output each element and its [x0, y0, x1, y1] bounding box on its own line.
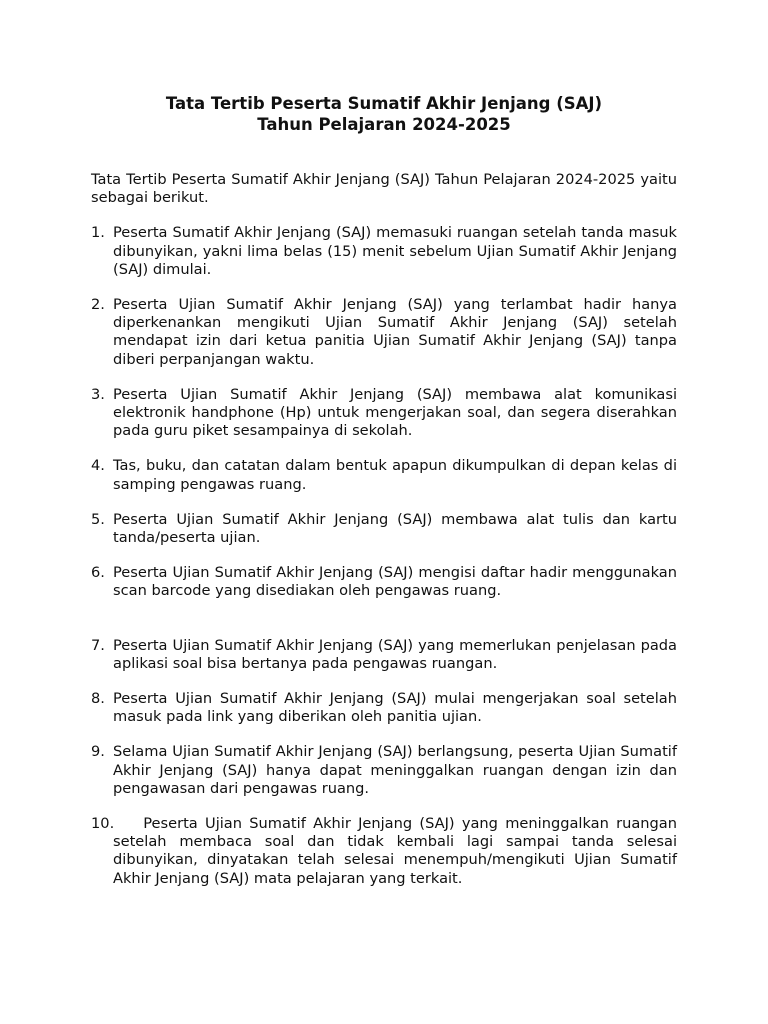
rule-number: 9. — [91, 743, 105, 761]
rule-text: Peserta Ujian Sumatif Akhir Jenjang (SAJ) mengisi daftar hadir menggunakan scan barcode yang disediakan oleh pengawas ruang. — [113, 564, 677, 600]
rule-text: Peserta Ujian Sumatif Akhir Jenjang (SAJ) mulai mengerjakan soal setelah masuk pada link yang diberikan oleh panitia ujian. — [113, 690, 677, 726]
rule-item-8 — [91, 690, 677, 726]
rule-item-10 — [91, 815, 677, 888]
rules-list — [91, 224, 677, 887]
intro-paragraph: Tata Tertib Peserta Sumatif Akhir Jenjang (SAJ) Tahun Pelajaran 2024-2025 yaitu sebagai berikut. — [91, 171, 677, 207]
rule-item-7 — [91, 637, 677, 673]
rule-text: Peserta Ujian Sumatif Akhir Jenjang (SAJ) membawa alat tulis dan kartu tanda/peserta ujian. — [113, 510, 677, 547]
rule-item-5 — [91, 511, 677, 547]
rule-number: 4. — [91, 457, 105, 475]
document-body — [91, 171, 677, 905]
rule-item-6 — [91, 564, 677, 600]
rule-item-4 — [91, 457, 677, 493]
rule-item-2 — [91, 296, 677, 369]
rule-number: 10. — [91, 815, 115, 833]
rule-text: Peserta Ujian Sumatif Akhir Jenjang (SAJ) membawa alat komunikasi elektronik handphone (Hp) untuk mengerjakan soal, dan segera diserahkan pada guru piket sesampainya di sekolah. — [113, 385, 677, 440]
rule-item-9 — [91, 743, 677, 798]
rule-item-1 — [91, 224, 677, 279]
rule-number: 8. — [91, 690, 105, 708]
rule-text: Tas, buku, dan catatan dalam bentuk apapun dikumpulkan di depan kelas di samping pengawas ruang. — [113, 457, 677, 493]
title-line-2: Tahun Pelajaran 2024-2025 — [257, 115, 511, 134]
rule-number: 7. — [91, 636, 105, 654]
rule-item-3 — [91, 386, 677, 441]
rule-text: Peserta Ujian Sumatif Akhir Jenjang (SAJ) yang meninggalkan ruangan setelah membaca soal dan tidak kembali lagi sampai tanda selesai dibunyikan, dinyatakan telah selesai menempuh/mengikuti Ujian Sumatif Akhir Jenjang (SAJ) mata pelajaran yang terkait. — [113, 815, 678, 887]
rule-number: 1. — [91, 224, 105, 242]
rule-number: 5. — [91, 510, 105, 528]
rule-text: Peserta Ujian Sumatif Akhir Jenjang (SAJ) yang terlambat hadir hanya diperkenankan mengikuti Ujian Sumatif Akhir Jenjang (SAJ) setelah mendapat izin dari ketua panitia Ujian Sumatif Akhir Jenjang (SAJ) tanpa diberi perpanjangan waktu. — [113, 296, 677, 368]
rule-text: Peserta Sumatif Akhir Jenjang (SAJ) memasuki ruangan setelah tanda masuk dibunyikan, yakni lima belas (15) menit sebelum Ujian Sumatif Akhir Jenjang (SAJ) dimulai. — [113, 224, 677, 278]
title-line-1: Tata Tertib Peserta Sumatif Akhir Jenjang (SAJ) — [165, 94, 603, 113]
rule-text: Peserta Ujian Sumatif Akhir Jenjang (SAJ) yang memerlukan penjelasan pada aplikasi soal bisa bertanya pada pengawas ruangan. — [113, 636, 677, 672]
document-title — [0, 93, 768, 135]
rule-number: 6. — [91, 564, 105, 582]
rule-number: 3. — [91, 385, 105, 403]
rule-text: Selama Ujian Sumatif Akhir Jenjang (SAJ) berlangsung, peserta Ujian Sumatif Akhir Jenjang (SAJ) hanya dapat meninggalkan ruangan dengan izin dan pengawasan dari pengawas ruang. — [113, 743, 677, 797]
rule-number: 2. — [91, 296, 105, 314]
